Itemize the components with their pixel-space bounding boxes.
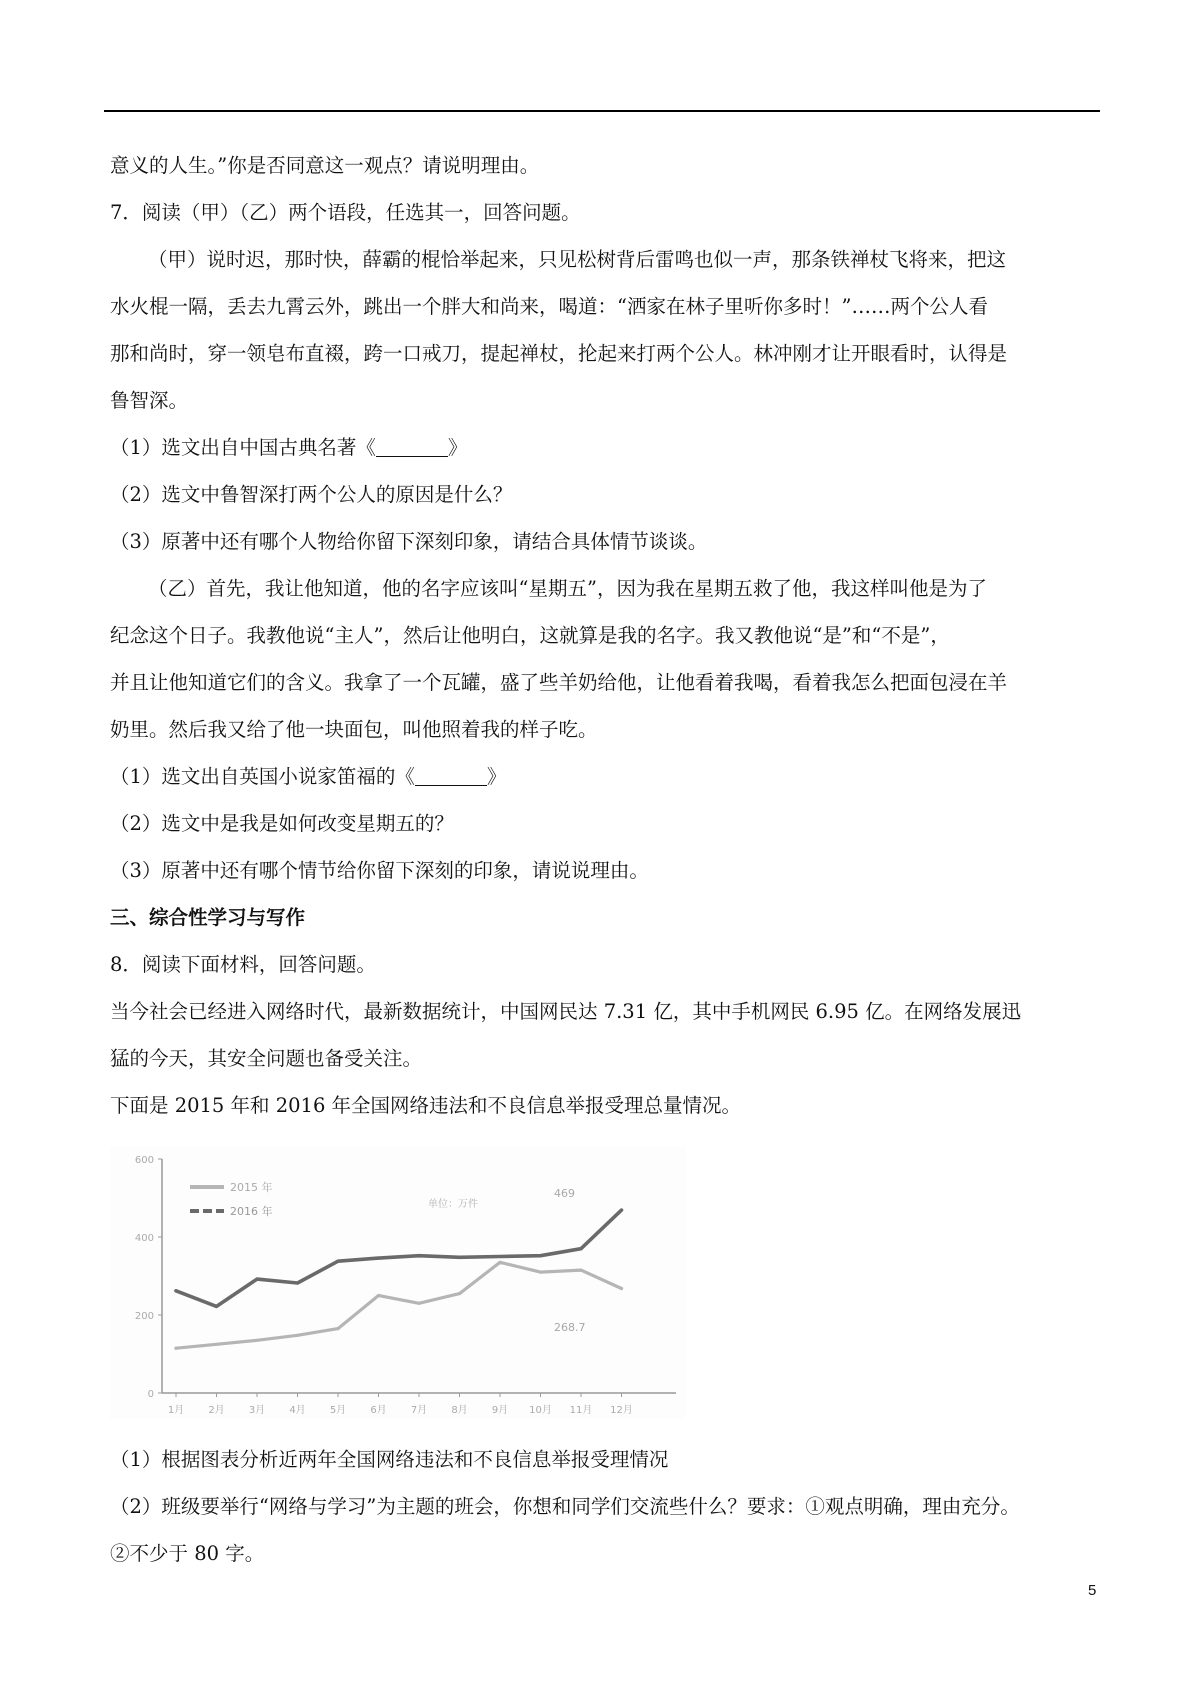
y-tick-label: 0 <box>147 1389 154 1400</box>
question-8-1: （1）根据图表分析近两年全国网络违法和不良信息举报受理情况 <box>110 1448 669 1471</box>
series-line-2016 <box>176 1210 622 1306</box>
question-text: （1）选文出自中国古典名著《 <box>110 436 376 459</box>
material-line: 当今社会已经进入网络时代，最新数据统计，中国网民达 7.31 亿，其中手机网民 6.95 亿。在网络发展迅 <box>110 1000 1022 1023</box>
x-tick-label: 11月 <box>569 1405 593 1416</box>
y-tick-label: 400 <box>134 1233 154 1244</box>
data-point-2015 <box>336 1327 339 1330</box>
question-text: 》 <box>447 436 468 459</box>
x-tick-label: 10月 <box>529 1405 552 1416</box>
material-line: 猛的今天，其安全问题也备受关注。 <box>110 1047 423 1070</box>
data-point-2016 <box>296 1281 299 1284</box>
x-tick-label: 5月 <box>329 1405 347 1416</box>
data-point-2016 <box>215 1305 218 1308</box>
x-tick-label: 2月 <box>208 1405 225 1416</box>
line-chart <box>110 1147 686 1419</box>
data-point-2015 <box>498 1261 501 1264</box>
x-tick-label: 4月 <box>289 1405 306 1416</box>
y-tick-label: 200 <box>134 1311 154 1322</box>
data-point-2016 <box>377 1257 380 1260</box>
header-rule <box>104 110 1100 112</box>
page-number: 5 <box>1088 1582 1097 1599</box>
passage-yi-line: （乙）首先，我让他知道，他的名字应该叫“星期五”，因为我在星期五救了他，我这样叫他是为了 <box>148 577 987 600</box>
data-point-2016 <box>539 1254 542 1257</box>
data-point-2015 <box>255 1339 258 1342</box>
data-point-2015 <box>377 1294 380 1297</box>
data-point-2016 <box>174 1289 177 1292</box>
x-tick-label: 6月 <box>370 1405 387 1416</box>
x-tick-label: 7月 <box>410 1405 428 1416</box>
question-yi-1 <box>110 763 506 791</box>
question-jia-1 <box>110 434 467 462</box>
x-tick-label: 3月 <box>248 1405 266 1416</box>
question-8-2-cont: ②不少于 80 字。 <box>110 1542 265 1565</box>
data-point-2016 <box>579 1247 582 1250</box>
question-text: （1）选文出自英国小说家笛福的《 <box>110 765 415 788</box>
data-point-2016 <box>417 1254 420 1257</box>
passage-jia-line: 鲁智深。 <box>110 389 189 412</box>
x-tick-label: 12月 <box>610 1405 633 1416</box>
answer-blank <box>376 436 448 457</box>
data-point-2015 <box>296 1334 299 1337</box>
legend-label-2015: 2015 年 <box>230 1181 273 1194</box>
x-tick-label: 9月 <box>491 1405 509 1416</box>
passage-jia-line: （甲）说时迟，那时快，薛霸的棍恰举起来，只见松树背后雷鸣也似一声，那条铁禅杖飞将来，把这 <box>148 248 1007 271</box>
material-line: 下面是 2015 年和 2016 年全国网络违法和不良信息举报受理总量情况。 <box>110 1094 742 1117</box>
passage-jia-line: 那和尚时，穿一领皂布直裰，跨一口戒刀，提起禅杖，抡起来打两个公人。林冲刚才让开眼看时，认得是 <box>110 342 1008 365</box>
passage-yi-line: 纪念这个日子。我教他说“主人”，然后让他明白，这就算是我的名字。我又教他说“是”和“不是”， <box>110 624 950 647</box>
question-jia-2: （2）选文中鲁智深打两个公人的原因是什么？ <box>110 483 513 506</box>
question-8: 8．阅读下面材料，回答问题。 <box>110 953 376 976</box>
x-tick-label: 8月 <box>451 1405 468 1416</box>
passage-yi-line: 并且让他知道它们的含义。我拿了一个瓦罐，盛了些羊奶给他，让他看着我喝，看着我怎么把面包浸在羊 <box>110 671 1008 694</box>
data-point-2016 <box>255 1278 258 1281</box>
data-point-2015 <box>215 1343 218 1346</box>
annotation-2016-dec: 469 <box>554 1187 575 1200</box>
question-yi-2: （2）选文中是我是如何改变星期五的？ <box>110 812 454 835</box>
data-point-2016 <box>498 1255 501 1258</box>
data-point-2015 <box>174 1347 177 1350</box>
answer-blank <box>415 765 487 786</box>
data-point-2015 <box>579 1269 582 1272</box>
legend-label-2016: 2016 年 <box>230 1205 273 1218</box>
data-point-2015 <box>539 1271 542 1274</box>
passage-yi-line: 奶里。然后我又给了他一块面包，叫他照着我的样子吃。 <box>110 718 598 741</box>
data-point-2016 <box>458 1256 461 1259</box>
question-8-2: （2）班级要举行“网络与学习”为主题的班会，你想和同学们交流些什么？要求：①观点明确，理由充分。 <box>110 1495 1020 1518</box>
data-point-2015 <box>458 1292 461 1295</box>
question-7: 7．阅读（甲）（乙）两个语段，任选其一，回答问题。 <box>110 201 581 224</box>
passage-jia-line: 水火棍一隔，丢去九霄云外，跳出一个胖大和尚来，喝道：“洒家在林子里听你多时！”……两个公人看 <box>110 295 988 318</box>
data-point-2015 <box>620 1287 623 1290</box>
x-tick-label: 1月 <box>167 1405 185 1416</box>
series-line-2015 <box>176 1262 622 1348</box>
chart-svg <box>110 1147 686 1419</box>
question-yi-3: （3）原著中还有哪个情节给你留下深刻的印象，请说说理由。 <box>110 859 649 882</box>
data-point-2015 <box>417 1302 420 1305</box>
data-point-2016 <box>620 1209 623 1212</box>
text-line: 意义的人生。”你是否同意这一观点？请说明理由。 <box>110 154 540 177</box>
annotation-2015-dec: 268.7 <box>554 1321 586 1334</box>
question-text: 》 <box>486 765 507 788</box>
section-heading: 三、综合性学习与写作 <box>110 906 306 929</box>
data-point-2016 <box>336 1260 339 1263</box>
unit-label: 单位：万件 <box>428 1199 478 1210</box>
y-tick-label: 600 <box>134 1155 154 1166</box>
question-jia-3: （3）原著中还有哪个人物给你留下深刻印象，请结合具体情节谈谈。 <box>110 530 708 553</box>
